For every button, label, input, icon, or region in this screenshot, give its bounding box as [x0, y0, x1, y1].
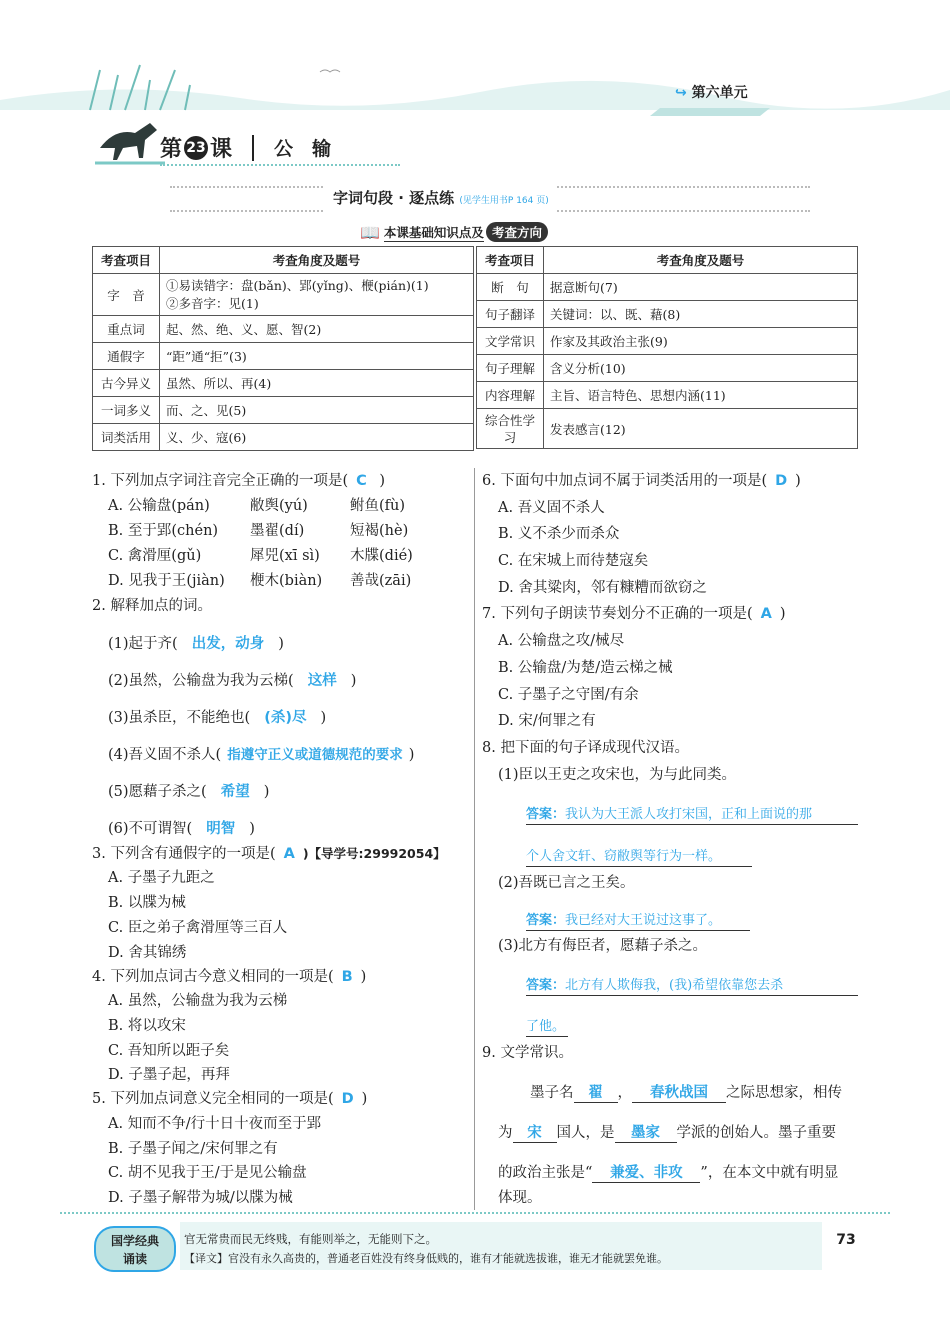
- q7-option: A. 公输盘之攻/械尽: [498, 633, 625, 649]
- cell-angle: 含义分析(10): [544, 355, 858, 382]
- q9-line: 的政治主张是“ 兼爱、非攻 ”，在本文中就有明显: [498, 1165, 839, 1181]
- q1-row-a: A. 公输盘(pán) 敝舆(yú) 鲋鱼(fù): [108, 498, 406, 514]
- cell-item: 重点词: [93, 316, 160, 343]
- th-item: 考查项目: [477, 247, 544, 274]
- header-decoration: [0, 40, 950, 130]
- q3-option: B. 以牒为械: [108, 895, 186, 911]
- q1-answer: C: [356, 473, 367, 489]
- cell-angle: 起、然、绝、义、愿、智(2): [160, 316, 474, 343]
- q3-option: D. 舍其锦绣: [108, 945, 187, 961]
- unit-label: ↪ 第六单元: [675, 85, 748, 101]
- footer-wave: [60, 1212, 890, 1214]
- cell-item: 古今异义: [93, 370, 160, 397]
- q8-item: (2)吾既已言之王矣。: [498, 875, 635, 891]
- page-number: 73: [836, 1232, 856, 1248]
- q8-stem: 8. 把下面的句子译成现代汉语。: [482, 740, 689, 756]
- footer-quote: 官无常贵而民无终贱，有能则举之，无能则下之。: [184, 1232, 437, 1246]
- unit-arrow-icon: ↪: [675, 85, 687, 101]
- cell-angle: 发表感言(12): [544, 409, 858, 449]
- cell-angle: 作家及其政治主张(9): [544, 328, 858, 355]
- q6-option: D. 舍其粱肉，邻有糠糟而欲窃之: [498, 580, 707, 596]
- q8-answer: 了他。: [526, 1018, 568, 1037]
- q7-option: C. 子墨子之守圉/有余: [498, 687, 639, 703]
- th-item: 考查项目: [93, 247, 160, 274]
- q6-stem: 6. 下面句中加点词不属于词类活用的一项是( D ): [482, 473, 801, 489]
- q8-answer: 个人舍文轩、窃敝舆等行为一样。: [526, 848, 752, 867]
- th-angle: 考查角度及题号: [544, 247, 858, 274]
- q7-option: D. 宋/何罪之有: [498, 713, 596, 729]
- book-icon: 📖: [360, 222, 380, 242]
- q4-option: C. 吾知所以距子矣: [108, 1043, 230, 1059]
- th-angle: 考查角度及题号: [160, 247, 474, 274]
- q1-stem: 1. 下列加点字词注音完全正确的一项是( C ): [92, 473, 386, 489]
- q2-item: (2)虽然，公输盘为我为云梯( 这样 ): [108, 673, 357, 689]
- q5-stem: 5. 下列加点词意义完全相同的一项是( D ): [92, 1091, 368, 1107]
- section-title-wrap: [325, 186, 557, 213]
- q1-row-c: C. 禽滑厘(gǔ) 犀兕(xī sì) 木牒(dié): [108, 548, 413, 564]
- cell-angle: 虽然、所以、再(4): [160, 370, 474, 397]
- q9-stem: 9. 文学常识。: [482, 1045, 573, 1061]
- cell-item: 句子理解: [477, 355, 544, 382]
- cell-item: 词类活用: [93, 424, 160, 451]
- q6-option: B. 义不杀少而杀众: [498, 526, 620, 542]
- lesson-number: 23: [184, 136, 208, 160]
- q2-item: (5)愿藉子杀之( 希望 ): [108, 784, 270, 800]
- footer-badge: [94, 1226, 176, 1272]
- q9-line: 为 宋 国人，是 墨家 学派的创始人。墨子重要: [498, 1125, 836, 1141]
- q7-option: B. 公输盘/为楚/造云梯之械: [498, 660, 673, 676]
- q4-option: D. 子墨子起，再拜: [108, 1067, 230, 1083]
- subsection-header: 📖 本课基础知识点及 考查方向: [360, 222, 548, 242]
- cell-item: 句子翻译: [477, 301, 544, 328]
- cell-angle: ①易读错字：盘(bǎn)、郢(yǐng)、楩(pián)(1) ②多音字：见(1): [160, 274, 474, 316]
- q8-item: (3)北方有侮臣者，愿藉子杀之。: [498, 938, 708, 954]
- q3-stem: 3. 下列含有通假字的一项是( A )【导学号:29992054】: [92, 846, 446, 862]
- cell-angle: 主旨、语言特色、思想内涵(11): [544, 382, 858, 409]
- q1-row-d: D. 见我于王(jiàn) 楩木(biàn) 善哉(zāi): [108, 573, 412, 589]
- exam-direction-badge: 考查方向: [486, 222, 548, 242]
- q7-stem: 7. 下列句子朗读节奏划分不正确的一项是( A ): [482, 606, 786, 622]
- lesson-heading: 第 23 课 公 输: [160, 132, 331, 163]
- cell-item: 通假字: [93, 343, 160, 370]
- q5-option: C. 胡不见我于王/于是见公输盘: [108, 1165, 307, 1181]
- title-underline: [160, 164, 400, 166]
- title-divider: [252, 135, 254, 161]
- lesson-title: 公 输: [274, 138, 332, 160]
- q8-answer: 答案：我认为大王派人攻打宋国，正和上面说的那: [526, 806, 858, 825]
- section-title: 字词句段 · 逐点练: [333, 189, 455, 207]
- cell-angle: 据意断句(7): [544, 274, 858, 301]
- knowledge-table-left: [92, 246, 474, 451]
- q1-row-b: B. 至于郢(chén) 墨翟(dí) 短褐(hè): [108, 523, 409, 539]
- q8-answer: 答案：北方有人欺侮我，(我)希望依靠您去杀: [526, 977, 858, 996]
- q9-line: 墨子名 翟 ， 春秋战国 之际思想家，相传: [530, 1085, 842, 1101]
- q3-option: A. 子墨子九距之: [108, 870, 215, 886]
- q2-item: (6)不可谓智( 明智 ): [108, 821, 255, 837]
- q8-item: (1)臣以王吏之攻宋也，为与此同类。: [498, 767, 737, 783]
- section-page-ref: (见学生用书P 164 页): [459, 196, 549, 206]
- q2-stem: 2. 解释加点的词。: [92, 598, 212, 614]
- badge-line1: 国学经典: [110, 1234, 159, 1248]
- q4-option: B. 将以攻宋: [108, 1018, 186, 1034]
- q5-option: A. 知而不争/行十日十夜而至于郢: [108, 1116, 322, 1132]
- cell-angle: 而、之、见(5): [160, 397, 474, 424]
- q6-option: A. 吾义固不杀人: [498, 500, 605, 516]
- q4-stem: 4. 下列加点词古今意义相同的一项是( B ): [92, 969, 367, 985]
- q5-option: B. 子墨子闻之/宋何罪之有: [108, 1141, 278, 1157]
- q9-line: 体现。: [498, 1190, 542, 1206]
- cell-item: 综合性学习: [477, 409, 544, 449]
- knowledge-table-right: [476, 246, 858, 449]
- cell-item: 文学常识: [477, 328, 544, 355]
- column-divider: [474, 468, 475, 1210]
- badge-line2: 诵读: [122, 1252, 147, 1266]
- cell-item: 断 句: [477, 274, 544, 301]
- q8-answer: 答案：我已经对大王说过这事了。: [526, 912, 750, 931]
- q5-option: D. 子墨子解带为城/以牒为械: [108, 1190, 293, 1206]
- q6-option: C. 在宋城上而待楚寇矣: [498, 553, 649, 569]
- cell-item: 一词多义: [93, 397, 160, 424]
- footer-translation: 【译文】官没有永久高贵的，普通老百姓没有终身低贱的，谁有才能就选拔谁，谁无才能就罢免谁。: [184, 1252, 668, 1265]
- horse-icon: [95, 118, 165, 168]
- cell-angle: 义、少、寇(6): [160, 424, 474, 451]
- q3-option: C. 臣之弟子禽滑厘等三百人: [108, 920, 288, 936]
- cell-item: 内容理解: [477, 382, 544, 409]
- q2-item: (4)吾义固不杀人( 指遵守正义或道德规范的要求 ): [108, 747, 415, 763]
- q2-item: (1)起于齐( 出发，动身 ): [108, 636, 284, 652]
- q4-option: A. 虽然，公输盘为我为云梯: [108, 993, 288, 1009]
- cell-item: 字 音: [93, 274, 160, 316]
- cell-angle: “距”通“拒”(3): [160, 343, 474, 370]
- cell-angle: 关键词：以、既、藉(8): [544, 301, 858, 328]
- q2-item: (3)虽杀臣，不能绝也( (杀)尽 ): [108, 710, 327, 726]
